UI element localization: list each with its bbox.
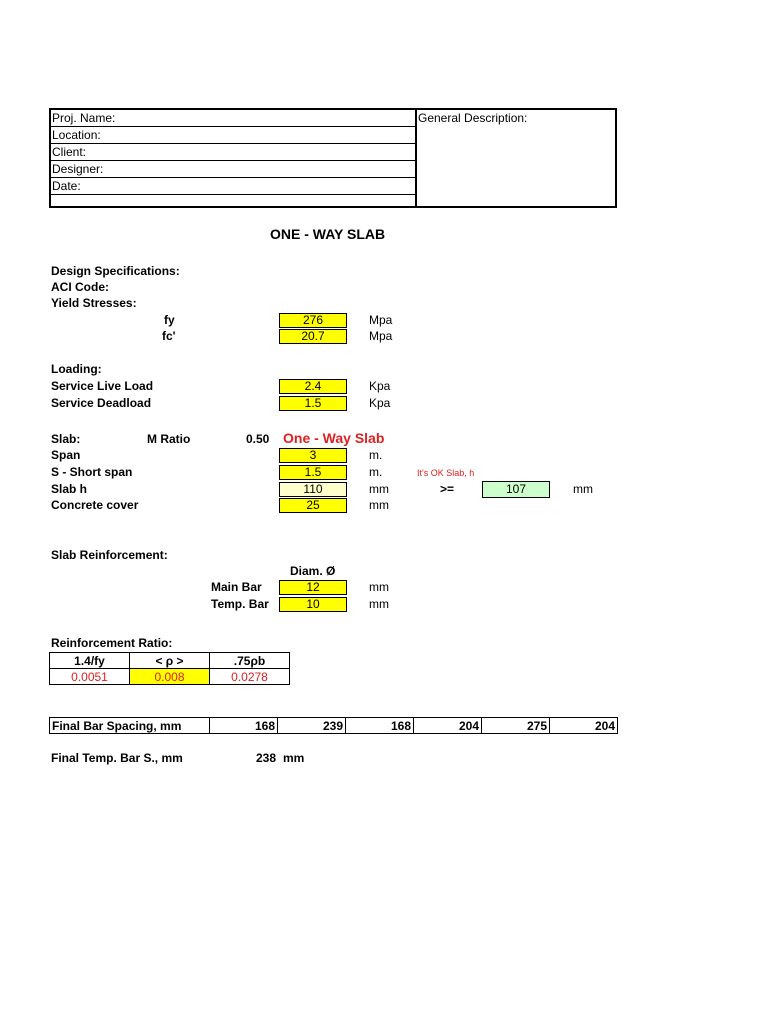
bar-spacing-value: 168: [346, 718, 414, 734]
short-span-input[interactable]: 1.5: [279, 465, 347, 480]
bar-spacing-value: 275: [482, 718, 550, 734]
dead-load-label: Service Deadload: [51, 396, 152, 410]
fc-label: fc': [162, 329, 176, 343]
main-bar-unit: mm: [369, 580, 389, 594]
main-bar-input[interactable]: 12: [279, 580, 347, 595]
aci-code-label: ACI Code:: [51, 280, 109, 294]
span-unit: m.: [369, 448, 383, 462]
live-load-unit: Kpa: [369, 379, 391, 393]
short-span-label: S - Short span: [51, 465, 133, 479]
fy-input[interactable]: 276: [279, 313, 347, 328]
ratio-header-min: 1.4/fy: [50, 653, 130, 669]
blank-field[interactable]: [51, 195, 415, 211]
cover-input[interactable]: 25: [279, 498, 347, 513]
m-ratio-value: 0.50: [246, 432, 270, 446]
project-info-fields: [51, 110, 417, 206]
date-field[interactable]: Date:: [51, 178, 415, 195]
ratio-table: [49, 652, 290, 685]
designer-field[interactable]: Designer:: [51, 161, 415, 178]
fc-input[interactable]: 20.7: [279, 329, 347, 344]
bar-spacing-label: Final Bar Spacing, mm: [50, 718, 210, 734]
fy-unit: Mpa: [369, 313, 393, 327]
slab-ok-note: It's OK Slab, h: [417, 468, 475, 478]
fy-label: fy: [164, 313, 175, 327]
temp-spacing-label: Final Temp. Bar S., mm: [51, 751, 183, 765]
bar-spacing-table: [49, 717, 618, 734]
dead-load-input[interactable]: 1.5: [279, 396, 347, 411]
temp-spacing-value: 238: [256, 751, 277, 765]
slab-h-label: Slab h: [51, 482, 88, 496]
bar-spacing-value: 239: [278, 718, 346, 734]
project-info-box: [49, 108, 617, 208]
cover-unit: mm: [369, 498, 389, 512]
m-ratio-label: M Ratio: [147, 432, 191, 446]
min-slab-h-unit: mm: [573, 482, 593, 496]
ratio-max-value: 0.0278: [210, 669, 290, 685]
ratio-header-max: .75ρb: [210, 653, 290, 669]
bar-spacing-value: 204: [550, 718, 618, 734]
general-description-field[interactable]: General Description:: [418, 111, 528, 125]
diam-header: Diam. Ø: [290, 564, 336, 578]
short-span-unit: m.: [369, 465, 383, 479]
slab-label: Slab:: [51, 432, 81, 446]
location-field[interactable]: Location:: [51, 127, 415, 144]
design-specs-heading: Design Specifications:: [51, 264, 180, 278]
live-load-label: Service Live Load: [51, 379, 154, 393]
slab-h-unit: mm: [369, 482, 389, 496]
slab-type-result: One - Way Slab: [283, 430, 385, 446]
dead-load-unit: Kpa: [369, 396, 391, 410]
loading-heading: Loading:: [51, 362, 102, 376]
span-label: Span: [51, 448, 81, 462]
temp-bar-label: Temp. Bar: [211, 597, 269, 611]
yield-stresses-label: Yield Stresses:: [51, 296, 137, 310]
ratio-rho-input[interactable]: 0.008: [130, 669, 210, 685]
ratio-min-value: 0.0051: [50, 669, 130, 685]
cover-label: Concrete cover: [51, 498, 139, 512]
ratio-header-rho: < ρ >: [130, 653, 210, 669]
bar-spacing-value: 204: [414, 718, 482, 734]
ratio-heading: Reinforcement Ratio:: [51, 636, 173, 650]
min-slab-h-value: 107: [482, 481, 550, 498]
temp-spacing-unit: mm: [283, 751, 305, 765]
slab-h-input[interactable]: 110: [279, 482, 347, 497]
main-bar-label: Main Bar: [211, 580, 262, 594]
compare-sign: >=: [440, 482, 455, 496]
page-title: ONE - WAY SLAB: [270, 226, 386, 242]
live-load-input[interactable]: 2.4: [279, 379, 347, 394]
bar-spacing-value: 168: [210, 718, 278, 734]
proj-name-field[interactable]: Proj. Name:: [51, 110, 415, 127]
fc-unit: Mpa: [369, 329, 393, 343]
temp-bar-input[interactable]: 10: [279, 597, 347, 612]
span-input[interactable]: 3: [279, 448, 347, 463]
reinforcement-heading: Slab Reinforcement:: [51, 548, 168, 562]
temp-bar-unit: mm: [369, 597, 389, 611]
client-field[interactable]: Client:: [51, 144, 415, 161]
